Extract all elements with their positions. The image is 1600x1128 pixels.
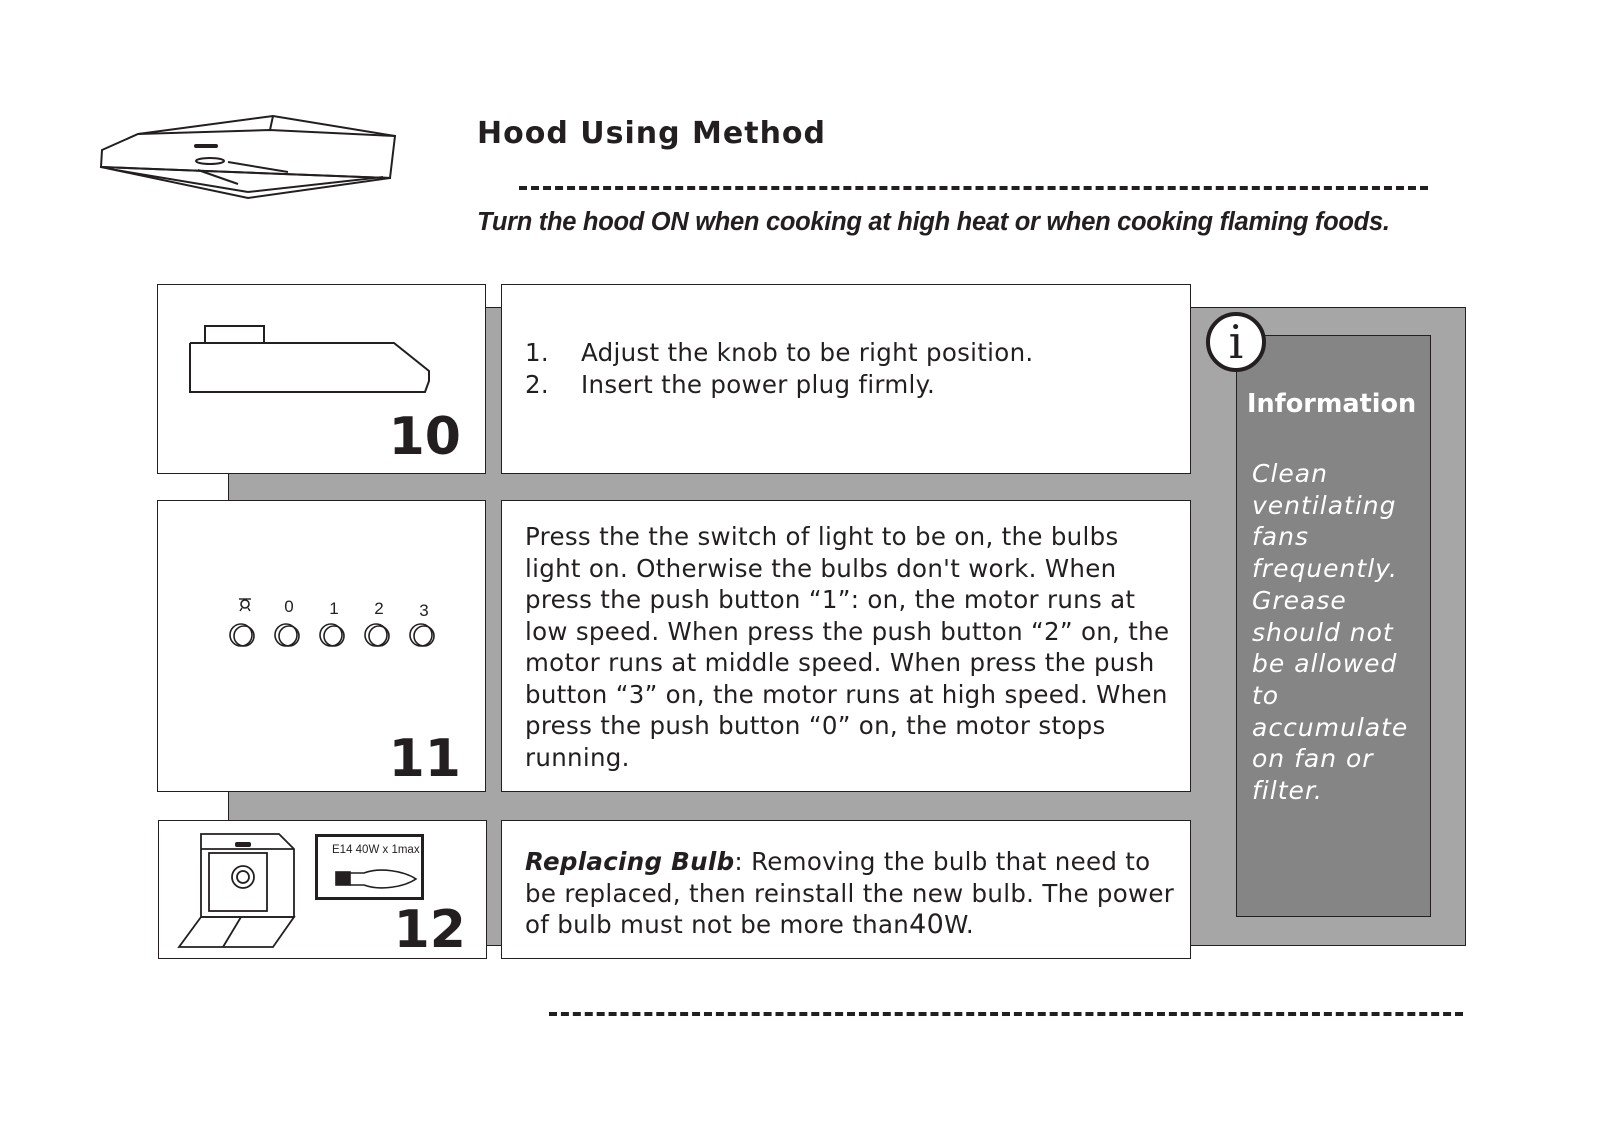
top-dashed-divider — [519, 186, 1428, 190]
page-title: Hood Using Method — [477, 116, 827, 151]
step-11-instructions: Press the the switch of light to be on, the bulbs light on. Otherwise the bulbs don't work. When press the push button “1”: on, the motor runs at low speed. When press the push button “2” on, the motor runs at middle speed. When press the push button “3” on, the motor runs at high speed. When press the push button “0” on, the motor stops running. — [525, 522, 1170, 772]
list-item — [525, 337, 1034, 369]
step-10-instructions — [525, 337, 1034, 400]
button-label: 3 — [419, 601, 429, 620]
step-number: 11 — [388, 729, 461, 789]
button-label: 2 — [374, 599, 384, 618]
step-12-wattage: 40 — [909, 909, 945, 940]
step-12-instructions — [525, 846, 1175, 941]
list-item-number: 2. — [525, 369, 549, 399]
bottom-dashed-divider — [549, 1012, 1463, 1016]
list-item-number: 1. — [525, 338, 549, 367]
information-title: Information — [1247, 389, 1417, 419]
list-item — [525, 369, 1034, 401]
step-10-text-box — [501, 284, 1191, 474]
info-icon-glyph: i — [1228, 315, 1244, 369]
list-item-text: Adjust the knob to be right position. — [581, 338, 1034, 367]
info-icon — [1206, 312, 1266, 372]
control-buttons-illustration — [228, 597, 448, 657]
step-12-text-box — [501, 820, 1191, 959]
step-10-image-box — [157, 284, 486, 474]
step-12-unit: W. — [944, 910, 974, 939]
step-number: 10 — [388, 407, 461, 467]
bulb-spec-box — [315, 834, 424, 900]
step-12-heading: Replacing Bulb — [525, 847, 735, 876]
step-11-image-box — [157, 500, 486, 792]
hood-side-view-illustration — [184, 325, 434, 395]
information-text: Clean ventilating fans frequently. Grease should not be allowed to accumulate on fan or filter. — [1252, 459, 1409, 806]
button-label: 0 — [284, 597, 294, 616]
range-hood-illustration — [98, 110, 403, 205]
bulb-spec-label: E14 40W x 1max — [332, 844, 420, 856]
button-label: 1 — [329, 599, 339, 618]
step-11-text-box — [501, 500, 1191, 792]
step-12-image-box — [158, 820, 487, 959]
page-subtitle: Turn the hood ON when cooking at high heat or when cooking flaming foods. — [477, 208, 1390, 236]
list-item-text: Insert the power plug firmly. — [581, 369, 936, 399]
step-12-text: : Removing the bulb that need to be replaced, then reinstall the new bulb. The power of bulb must not be more than — [525, 847, 1175, 939]
hood-open-filter-illustration — [177, 829, 297, 954]
bulb-icon — [330, 865, 420, 893]
step-number: 12 — [393, 900, 466, 960]
